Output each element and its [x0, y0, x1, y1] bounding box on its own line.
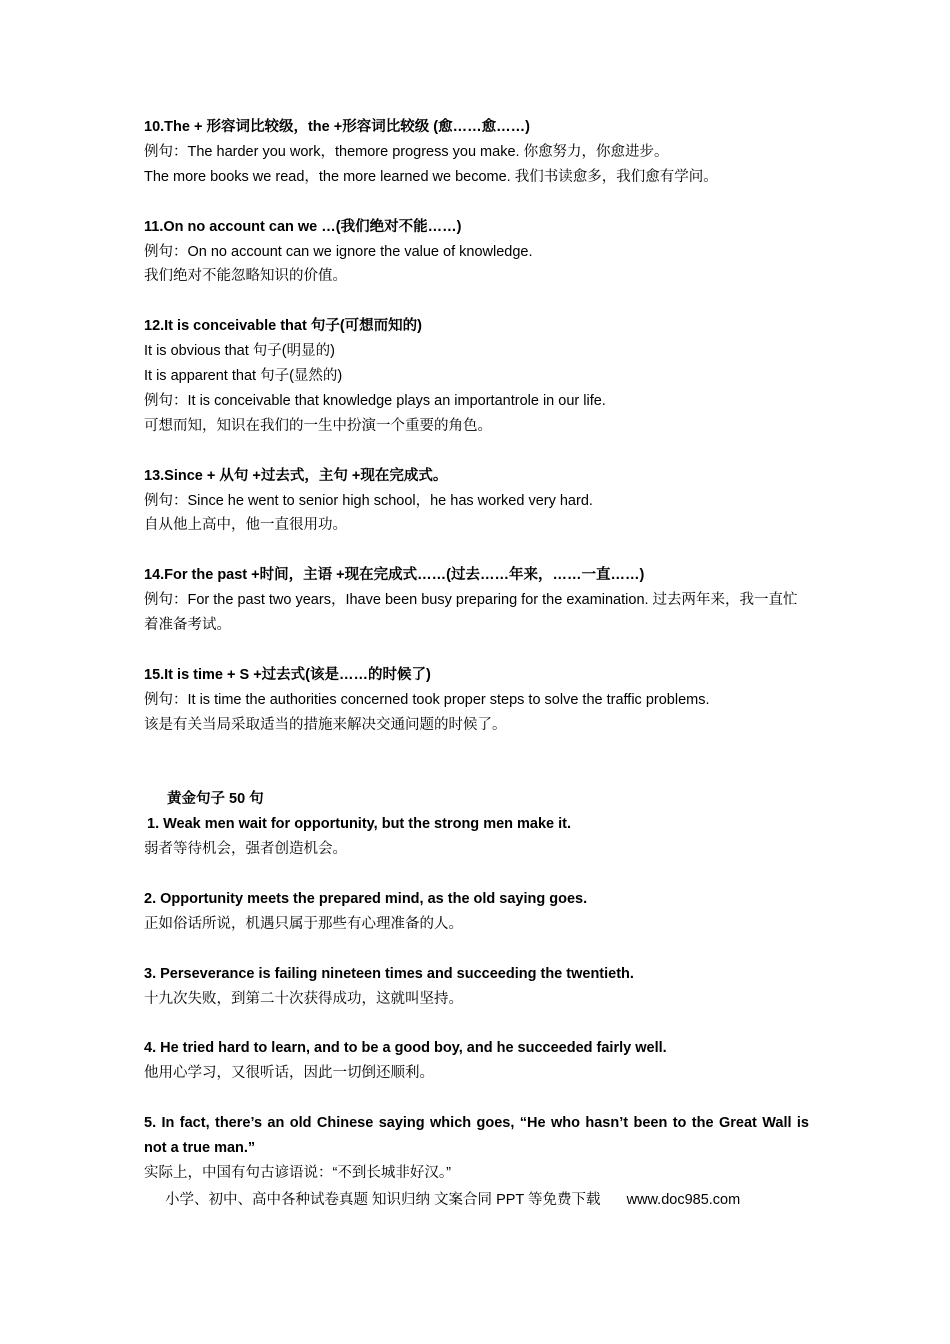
section-10-heading: 10.The + 形容词比较级，the +形容词比较级 (愈……愈……): [144, 119, 530, 135]
page-footer: [165, 1188, 740, 1212]
section-12-variant-apparent: It is apparent that 句子(显然的): [144, 368, 343, 385]
golden-item-1-en: 1. Weak men wait for opportunity, but the strong men make it.: [147, 816, 572, 833]
golden-item-2-en: 2. Opportunity meets the prepared mind, as the old saying goes.: [144, 890, 588, 907]
golden-item-3-zh: 十九次失败，到第二十次获得成功，这就叫坚持。: [144, 990, 463, 1007]
section-12-translation: 可想而知，知识在我们的一生中扮演一个重要的角色。: [144, 417, 492, 434]
golden-sentences-title: 黄金句子 50 句: [167, 791, 264, 808]
section-12-variant-obvious: It is obvious that 句子(明显的): [144, 343, 335, 360]
section-13-translation: 自从他上高中，他一直很用功。: [144, 517, 347, 534]
section-15-example: 例句：It is time the authorities concerned took proper steps to solve the traffic problems.: [144, 691, 710, 708]
golden-item-5-zh: 实际上，中国有句古谚语说：“不到长城非好汉。”: [144, 1164, 451, 1181]
golden-item-4-en: 4. He tried hard to learn, and to be a good boy, and he succeeded fairly well.: [144, 1040, 667, 1057]
golden-item-2-zh: 正如俗话所说，机遇只属于那些有心理准备的人。: [144, 915, 463, 932]
golden-item-4-zh: 他用心学习，又很听话，因此一切倒还顺利。: [144, 1065, 434, 1082]
section-14-heading: 14.For the past +时间，主语 +现在完成式……(过去……年来，……一直……): [144, 567, 645, 584]
section-12-example: 例句：It is conceivable that knowledge plays an importantrole in our life.: [144, 392, 606, 409]
section-11-translation: 我们绝对不能忽略知识的价值。: [144, 268, 347, 285]
section-13-example: 例句：Since he went to senior high school，he has worked very hard.: [144, 492, 593, 509]
section-15-heading: 15.It is time + S +过去式(该是……的时候了): [144, 666, 431, 683]
footer-text: 小学、初中、高中各种试卷真题 知识归纳 文案合同 PPT 等免费下载: [165, 1192, 601, 1208]
section-11-example: 例句：On no account can we ignore the value of knowledge.: [144, 243, 533, 260]
golden-item-5-en: 5. In fact, there’s an old Chinese saying which goes, “He who hasn’t been to the Great Wall is not a true man.”: [144, 1115, 809, 1156]
document-body: [144, 115, 809, 1186]
section-13-heading: 13.Since + 从句 +过去式，主句 +现在完成式。: [144, 467, 448, 484]
golden-item-1-zh: 弱者等待机会，强者创造机会。: [144, 841, 347, 858]
section-12-heading: 12.It is conceivable that 句子(可想而知的): [144, 318, 422, 335]
section-14-example: 例句：For the past two years，Ihave been busy preparing for the examination. 过去两年来，我一直忙着准备考试。: [144, 592, 798, 634]
footer-url: www.doc985.com: [626, 1192, 741, 1208]
section-10-example-2: The more books we read，the more learned we become. 我们书读愈多，我们愈有学问。: [144, 168, 718, 185]
section-15-translation: 该是有关当局采取适当的措施来解决交通问题的时候了。: [144, 716, 507, 733]
section-11-heading: 11.On no account can we …(我们绝对不能……): [144, 218, 462, 235]
section-10-example: 例句：The harder you work，themore progress you make. 你愈努力，你愈进步。: [144, 143, 669, 160]
golden-item-3-en: 3. Perseverance is failing nineteen times and succeeding the twentieth.: [144, 965, 634, 982]
